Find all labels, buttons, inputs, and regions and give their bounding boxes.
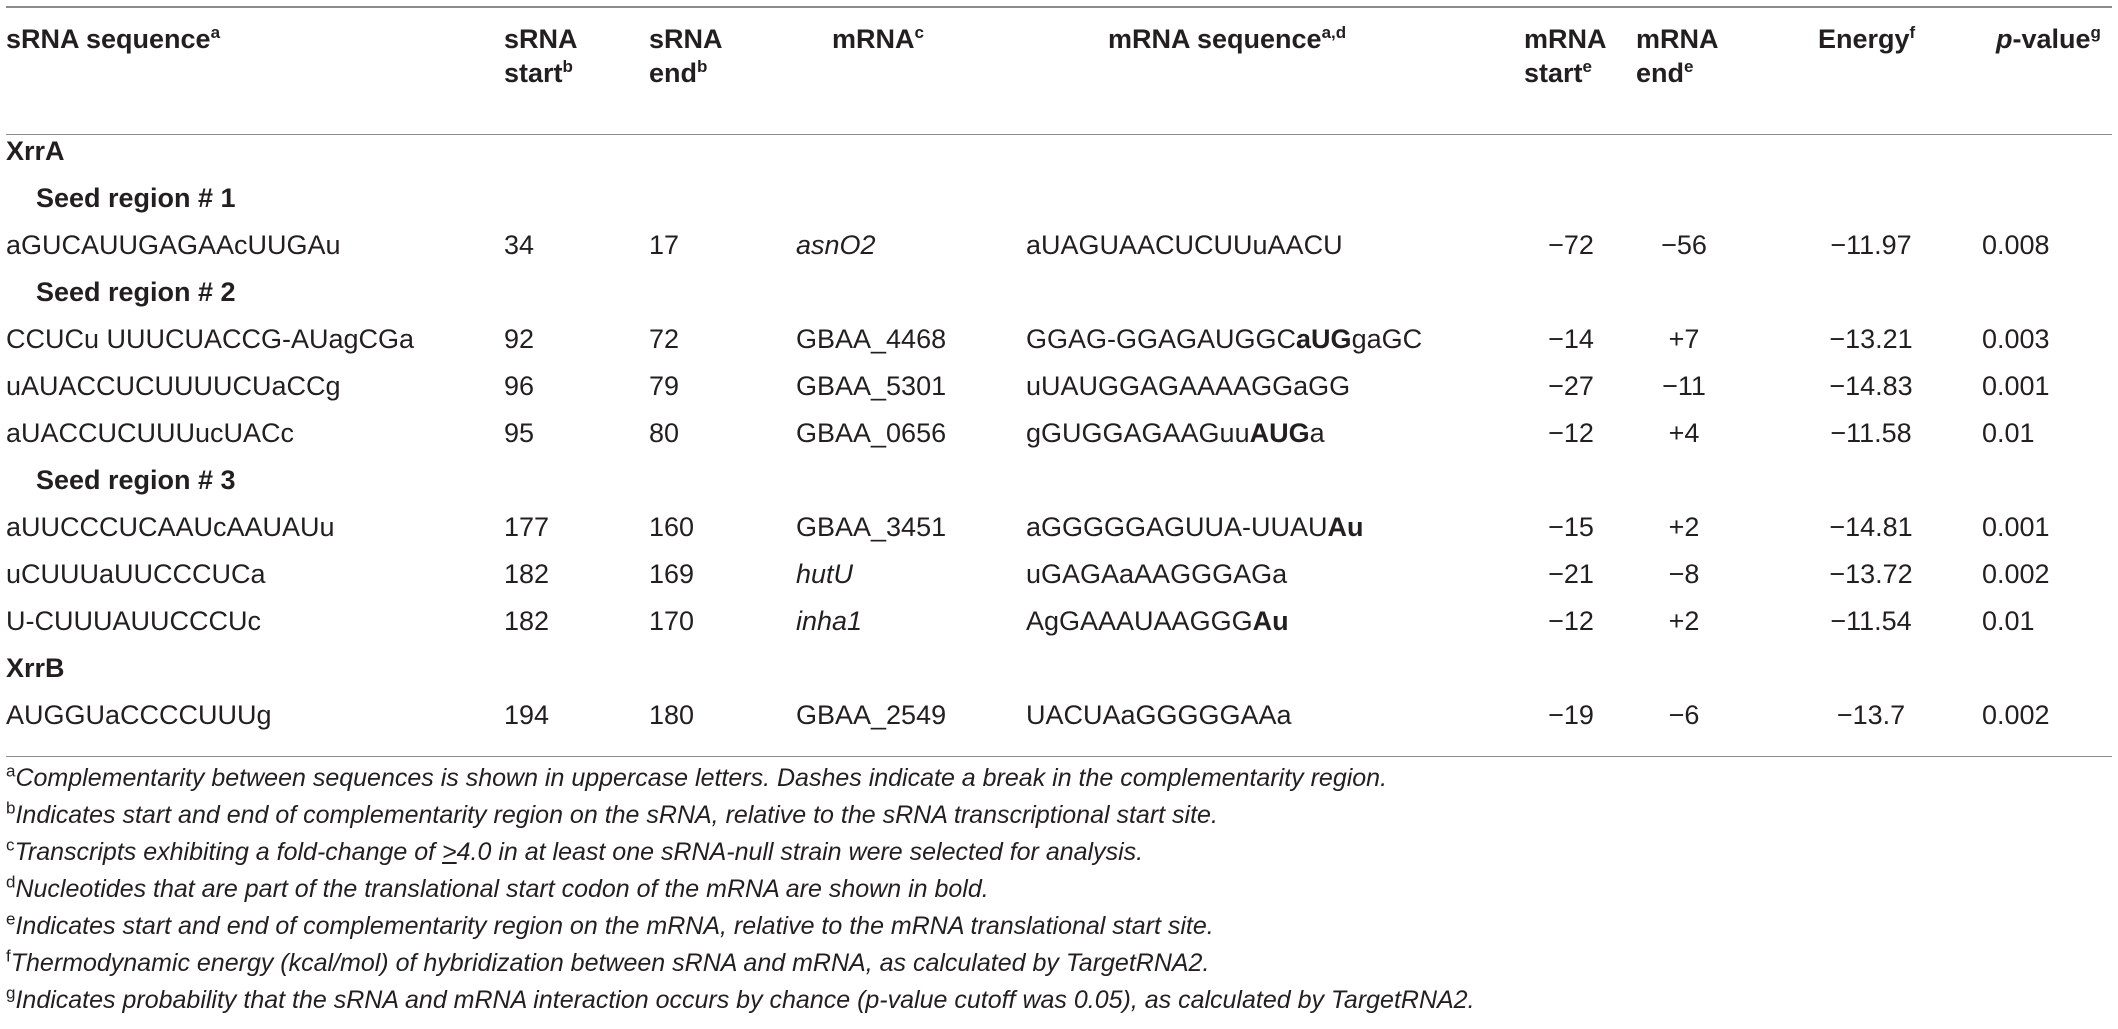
cell-srna-sequence: uAUACCUCUUUUCUaCCg: [6, 371, 341, 401]
cell-mrna-end: +2: [1668, 606, 1700, 636]
cell-mrna: asnO2: [796, 230, 876, 260]
cell-srna-start: 96: [504, 371, 535, 401]
cell-mrna-sequence: aUAGUAACUCUUuAACU: [1026, 230, 1343, 260]
cell-mrna-end: −11: [1662, 371, 1706, 401]
table-top-rule: [6, 6, 2112, 8]
cell-srna-sequence: CCUCu UUUCUACCG-AUagCGa: [6, 324, 415, 354]
table-row: [6, 410, 2112, 457]
header-p-value: p-value$^g$: [1996, 23, 2101, 54]
cell-mrna: GBAA_4468: [796, 324, 947, 354]
cell-srna-end: 79: [649, 371, 680, 401]
table-row: [6, 316, 2112, 363]
cell-mrna-start: −21: [1548, 559, 1594, 589]
cell-srna-start: 194: [504, 700, 550, 730]
footnote-d: $^d$Nucleotides that are part of the translational start codon of the mRNA are shown in bold.: [6, 872, 989, 903]
table-row: [6, 504, 2112, 551]
cell-mrna-sequence: aGGGGGAGUUA-UUAUAu: [1026, 512, 1364, 542]
cell-mrna: GBAA_3451: [796, 512, 947, 542]
footnote-a: $^a$Complementarity between sequences is shown in uppercase letters. Dashes indicate a break in the complementarity region.: [6, 761, 1388, 792]
header-mrna-sequence: mRNA sequence$^{a,d}$: [1108, 23, 1347, 54]
cell-p-value: 0.001: [1982, 371, 2050, 401]
footnote-e: $^e$Indicates start and end of complementarity region on the mRNA, relative to the mRNA translational start site.: [6, 909, 1214, 940]
header-srna-start: sRNA start$^b$: [504, 24, 578, 88]
table-row: [6, 692, 2112, 739]
cell-mrna-sequence: UACUAaGGGGGAAa: [1026, 700, 1292, 730]
header-energy: Energy$^f$: [1818, 23, 1916, 54]
cell-mrna-end: −6: [1668, 700, 1700, 730]
cell-energy: −11.54: [1830, 606, 1912, 636]
cell-p-value: 0.01: [1982, 418, 2035, 448]
cell-mrna: hutU: [796, 559, 854, 589]
footnote-c: $^c$Transcripts exhibiting a fold-change of >4.0 in at least one sRNA-null strain were selected for analysis.: [6, 835, 1144, 866]
cell-mrna: GBAA_0656: [796, 418, 947, 448]
cell-srna-sequence: AUGGUaCCCCUUUg: [6, 700, 272, 730]
group-label-xrrb: XrrB: [6, 653, 65, 683]
cell-mrna: GBAA_5301: [796, 371, 947, 401]
header-mrna: mRNA$^c$: [832, 23, 924, 54]
cell-mrna-start: −15: [1548, 512, 1594, 542]
cell-mrna: inha1: [796, 606, 863, 636]
cell-mrna-end: −56: [1661, 230, 1707, 260]
cell-srna-end: 169: [649, 559, 695, 589]
cell-srna-start: 177: [504, 512, 550, 542]
cell-srna-start: 95: [504, 418, 535, 448]
header-srna-end: sRNA end$^b$: [649, 24, 723, 88]
cell-p-value: 0.002: [1982, 559, 2050, 589]
table-header-rule: [6, 134, 2112, 135]
cell-srna-end: 72: [649, 324, 680, 354]
header-mrna-end: mRNA end$^e$: [1636, 24, 1719, 88]
cell-energy: −11.58: [1830, 418, 1912, 448]
group-label-xrra: XrrA: [6, 136, 65, 166]
cell-mrna-start: −19: [1548, 700, 1594, 730]
cell-mrna-sequence: uGAGAaAAGGGAGa: [1026, 559, 1288, 589]
cell-mrna-start: −12: [1548, 418, 1594, 448]
cell-mrna-end: +4: [1668, 418, 1700, 448]
cell-srna-end: 180: [649, 700, 695, 730]
table-footnotes: [6, 760, 2112, 1019]
table-row: [6, 551, 2112, 598]
cell-energy: −13.7: [1836, 700, 1906, 730]
cell-p-value: 0.001: [1982, 512, 2050, 542]
cell-srna-sequence: aUUCCCUCAAUcAAUAUu: [6, 512, 335, 542]
cell-mrna-sequence: uUAUGGAGAAAAGGaGG: [1026, 371, 1351, 401]
cell-mrna-start: −14: [1548, 324, 1594, 354]
table-row: [6, 363, 2112, 410]
cell-srna-start: 92: [504, 324, 535, 354]
cell-mrna-end: −8: [1668, 559, 1700, 589]
table-bottom-rule: [6, 756, 2112, 757]
cell-mrna-sequence: AgGAAAUAAGGGAu: [1026, 606, 1289, 636]
cell-energy: −14.81: [1829, 512, 1913, 542]
footnote-g: $^g$Indicates probability that the sRNA and mRNA interaction occurs by chance (p-value cutoff was 0.05), as calculated by TargetRNA2.: [6, 983, 1475, 1014]
cell-mrna-start: −72: [1548, 230, 1594, 260]
cell-mrna-start: −12: [1548, 606, 1594, 636]
cell-energy: −13.21: [1829, 324, 1913, 354]
cell-mrna: GBAA_2549: [796, 700, 947, 730]
cell-srna-end: 160: [649, 512, 695, 542]
cell-srna-sequence: U-CUUUAUUCCCUc: [6, 606, 261, 636]
cell-srna-sequence: uCUUUaUUCCCUCa: [6, 559, 266, 589]
cell-srna-sequence: aUACCUCUUUucUACc: [6, 418, 295, 448]
subgroup-label-seed-3: Seed region # 3: [36, 465, 236, 495]
cell-mrna-start: −27: [1548, 371, 1594, 401]
cell-mrna-end: +7: [1668, 324, 1700, 354]
table-row: [6, 222, 2112, 269]
subgroup-label-seed-1: Seed region # 1: [36, 183, 236, 213]
cell-p-value: 0.003: [1982, 324, 2050, 354]
cell-energy: −14.83: [1829, 371, 1913, 401]
cell-srna-start: 182: [504, 559, 550, 589]
cell-p-value: 0.01: [1982, 606, 2035, 636]
cell-mrna-sequence: gGUGGAGAAGuuAUGa: [1026, 418, 1325, 448]
cell-p-value: 0.002: [1982, 700, 2050, 730]
cell-energy: −11.97: [1830, 230, 1912, 260]
cell-energy: −13.72: [1829, 559, 1913, 589]
cell-srna-end: 17: [649, 230, 680, 260]
footnote-f: $^f$Thermodynamic energy (kcal/mol) of hybridization between sRNA and mRNA, as calculated by TargetRNA2.: [6, 946, 1210, 977]
cell-mrna-end: +2: [1668, 512, 1700, 542]
subgroup-label-seed-2: Seed region # 2: [36, 277, 236, 307]
cell-srna-sequence: aGUCAUUGAGAAcUUGAu: [6, 230, 341, 260]
table-row: [6, 598, 2112, 645]
cell-srna-start: 182: [504, 606, 550, 636]
header-mrna-start: mRNA start$^e$: [1524, 24, 1607, 88]
cell-mrna-sequence: GGAG-GGAGAUGGCaUGgaGC: [1026, 324, 1423, 354]
footnote-b: $^b$Indicates start and end of complementarity region on the sRNA, relative to the sRNA transcriptional start site.: [6, 798, 1218, 829]
cell-srna-end: 170: [649, 606, 695, 636]
header-srna-sequence: sRNA sequence$^a$: [6, 23, 221, 54]
cell-p-value: 0.008: [1982, 230, 2050, 260]
cell-srna-start: 34: [504, 230, 535, 260]
cell-srna-end: 80: [649, 418, 680, 448]
